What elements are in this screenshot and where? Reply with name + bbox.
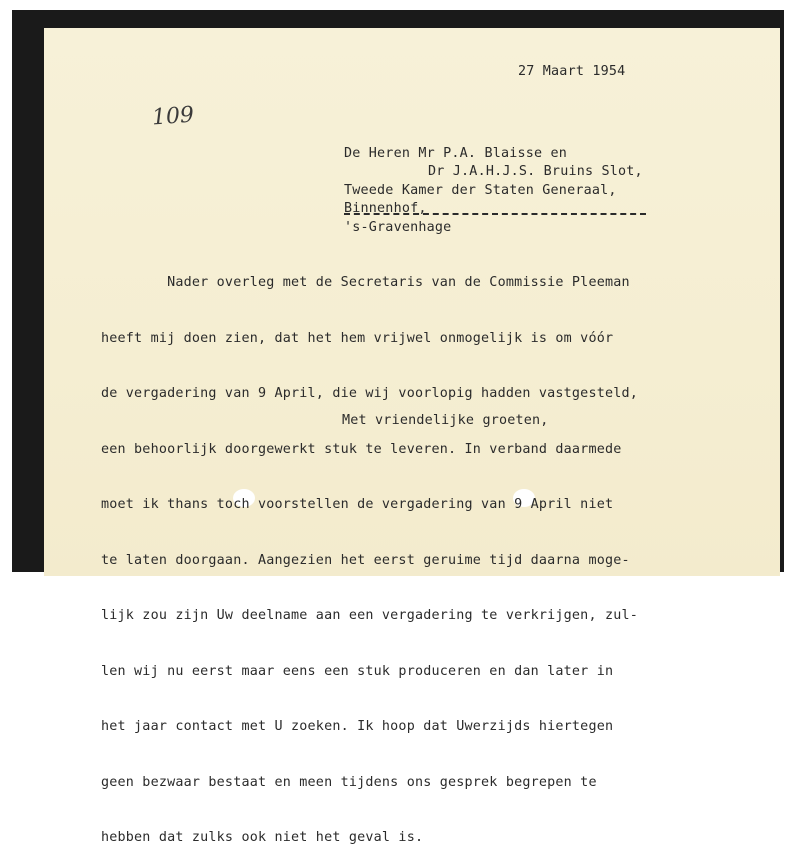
body-line: len wij nu eerst maar eens een stuk produceren en dan later in xyxy=(101,663,614,679)
body-line: lijk zou zijn Uw deelname aan een vergadering te verkrijgen, zul- xyxy=(101,608,639,623)
closing-greeting: Met vriendelijke groeten, xyxy=(342,413,549,428)
address-line-5: 's-Gravenhage xyxy=(344,220,452,235)
body-line: een behoorlijk doorgewerkt stuk te leveren. In verband daarmede xyxy=(101,441,622,457)
body-line: de vergadering van 9 April, die wij voorlopig hadden vastgesteld, xyxy=(101,386,639,401)
body-line: hebben dat zulks ook niet het geval is. xyxy=(101,830,424,845)
address-line-4: Binnenhof, xyxy=(344,201,427,216)
address-line-2: Dr J.A.H.J.S. Bruins Slot, xyxy=(428,164,643,179)
body-line: het jaar contact met U zoeken. Ik hoop dat Uwerzijds hiertegen xyxy=(101,719,614,734)
body-line: moet ik thans toch voorstellen de vergadering van 9 April niet xyxy=(101,497,614,512)
body-line: geen bezwaar bestaat en meen tijdens ons gesprek begrepen te xyxy=(101,774,597,790)
letter-body xyxy=(101,237,638,866)
address-line-3: Tweede Kamer der Staten Generaal, xyxy=(344,183,617,198)
body-line: te laten doorgaan. Aangezien het eerst geruime tijd daarna moge- xyxy=(101,552,630,568)
address-underline xyxy=(344,213,646,215)
address-line-1: De Heren Mr P.A. Blaisse en xyxy=(344,146,568,161)
body-line: heeft mij doen zien, dat het hem vrijwel onmogelijk is om vóór xyxy=(101,330,614,346)
body-line: Nader overleg met de Secretaris van de Commissie Pleeman xyxy=(101,275,630,290)
letter-date: 27 Maart 1954 xyxy=(518,64,626,79)
handwritten-mark: 109 xyxy=(151,102,195,131)
